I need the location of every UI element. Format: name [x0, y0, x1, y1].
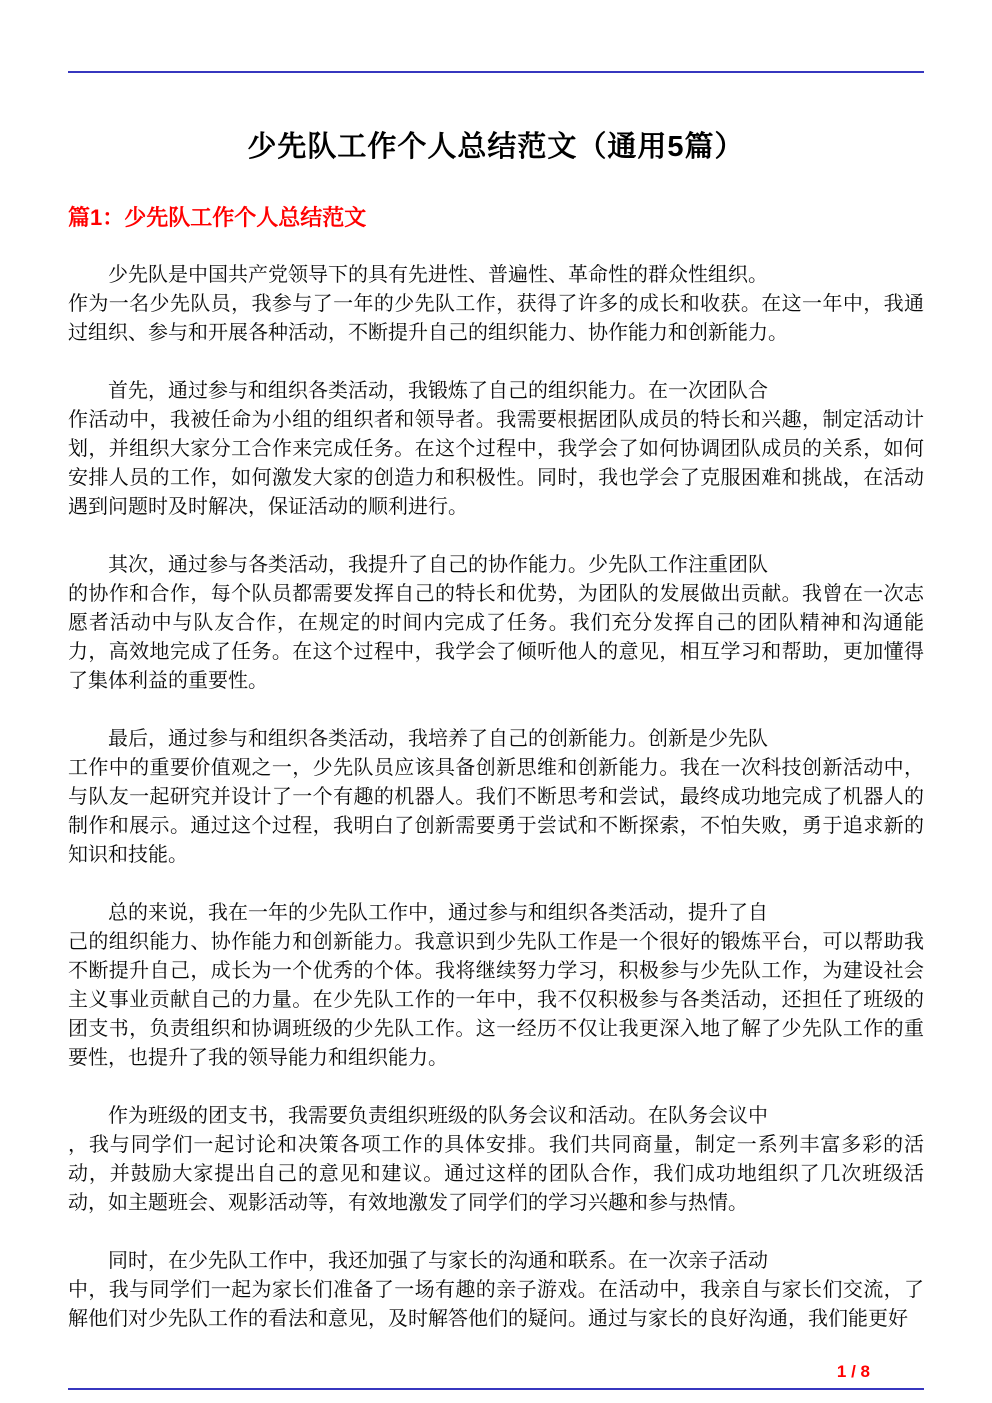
paragraph-first-line: 少先队是中国共产党领导下的具有先进性、普遍性、革命性的群众性组织。 [68, 264, 768, 286]
paragraph-first-line: 最后，通过参与和组织各类活动，我培养了自己的创新能力。创新是少先队 [68, 728, 768, 750]
paragraph-5 [68, 899, 924, 1073]
paragraph-first-line: 其次，通过参与各类活动，我提升了自己的协作能力。少先队工作注重团队 [68, 554, 768, 576]
paragraph-body-text: 作活动中，我被任命为小组的组织者和领导者。我需要根据团队成员的特长和兴趣，制定活动计划，并组织大家分工合作来完成任务。在这个过程中，我学会了如何协调团队成员的关系，如何安排人员的工作，如何激发大家的创造力和积极性。同时，我也学会了克服困难和挑战，在活动遇到问题时及时解决，保证活动的顺利进行。 [68, 409, 924, 518]
document-title: 少先队工作个人总结范文（通用5篇） [247, 131, 745, 163]
paragraph-body-text: 工作中的重要价值观之一，少先队员应该具备创新思维和创新能力。我在一次科技创新活动中，与队友一起研究并设计了一个有趣的机器人。我们不断思考和尝试，最终成功地完成了机器人的制作和展示。通过这个过程，我明白了创新需要勇于尝试和不断探索，不怕失败，勇于追求新的知识和技能。 [68, 757, 924, 866]
paragraph-7 [68, 1247, 924, 1334]
bottom-divider [68, 1388, 924, 1390]
paragraph-1 [68, 261, 924, 348]
paragraph-3 [68, 551, 924, 696]
paragraph-first-line: 作为班级的团支书，我需要负责组织班级的队务会议和活动。在队务会议中 [68, 1105, 768, 1127]
paragraph-4 [68, 725, 924, 870]
paragraph-body-text: 的协作和合作，每个队员都需要发挥自己的特长和优势，为团队的发展做出贡献。我曾在一次志愿者活动中与队友合作，在规定的时间内完成了任务。我们充分发挥自己的团队精神和沟通能力，高效地完成了任务。在这个过程中，我学会了倾听他人的意见，相互学习和帮助，更加懂得了集体利益的重要性。 [68, 583, 924, 692]
paragraph-body-text: 己的组织能力、协作能力和创新能力。我意识到少先队工作是一个很好的锻炼平台，可以帮助我不断提升自己，成长为一个优秀的个体。我将继续努力学习，积极参与少先队工作，为建设社会主义事业贡献自己的力量。在少先队工作的一年中，我不仅积极参与各类活动，还担任了班级的团支书，负责组织和协调班级的少先队工作。这一经历不仅让我更深入地了解了少先队工作的重要性，也提升了我的领导能力和组织能力。 [68, 931, 924, 1069]
paragraph-body-text: 中，我与同学们一起为家长们准备了一场有趣的亲子游戏。在活动中，我亲自与家长们交流，了解他们对少先队工作的看法和意见，及时解答他们的疑问。通过与家长的良好沟通，我们能更好 [68, 1279, 924, 1330]
section-heading: 篇1：少先队工作个人总结范文 [68, 205, 367, 230]
document-body [68, 261, 924, 1334]
paragraph-6 [68, 1102, 924, 1218]
paragraph-first-line: 首先，通过参与和组织各类活动，我锻炼了自己的组织能力。在一次团队合 [68, 380, 768, 402]
paragraph-first-line: 同时，在少先队工作中，我还加强了与家长的沟通和联系。在一次亲子活动 [68, 1250, 768, 1272]
paragraph-body-text: ，我与同学们一起讨论和决策各项工作的具体安排。我们共同商量，制定一系列丰富多彩的活动，并鼓励大家提出自己的意见和建议。通过这样的团队合作，我们成功地组织了几次班级活动，如主题班会、观影活动等，有效地激发了同学们的学习兴趣和参与热情。 [68, 1134, 924, 1214]
paragraph-body-text: 作为一名少先队员，我参与了一年的少先队工作，获得了许多的成长和收获。在这一年中，我通过组织、参与和开展各种活动，不断提升自己的组织能力、协作能力和创新能力。 [68, 293, 924, 344]
paragraph-2 [68, 377, 924, 522]
paragraph-first-line: 总的来说，我在一年的少先队工作中，通过参与和组织各类活动，提升了自 [68, 902, 768, 924]
top-divider [68, 71, 924, 73]
page-number: 1 / 8 [836, 1362, 870, 1381]
